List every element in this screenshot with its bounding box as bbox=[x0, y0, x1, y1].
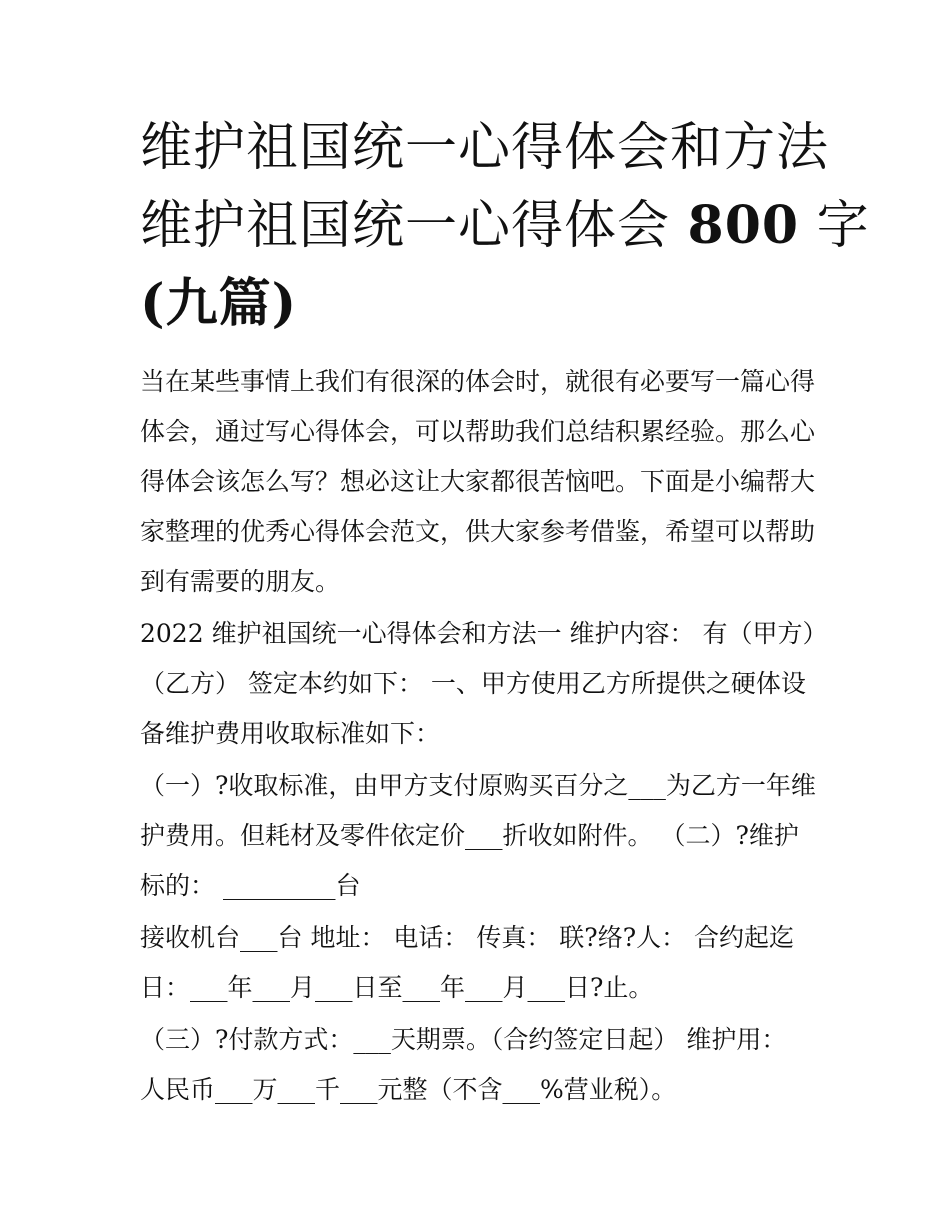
document-title-number: 800 bbox=[687, 195, 800, 256]
body-line: 2022 维护祖国统一心得体会和方法一 维护内容： 有（甲方） bbox=[140, 619, 828, 648]
body-line: 人民币___万___千___元整（不含___%营业税）。 bbox=[140, 1075, 677, 1104]
document-title-line-3: (九篇) bbox=[140, 273, 298, 334]
document-title-line-2 bbox=[140, 196, 870, 256]
document-title-line-2-suffix: 字 bbox=[816, 196, 870, 256]
body-line: 接收机台___台 地址： 电话： 传真： 联?络?人： 合约起迄 bbox=[140, 923, 795, 952]
body-line: 备维护费用收取标准如下： bbox=[140, 719, 441, 748]
document-title-line-1: 维护祖国统一心得体会和方法 bbox=[140, 118, 830, 178]
body-line: 得体会该怎么写？想必这让大家都很苦恼吧。下面是小编帮大 bbox=[140, 467, 816, 496]
document-title-line-2-text: 维护祖国统一心得体会 bbox=[140, 196, 671, 256]
body-line: 日：___年___月___日至___年___月___日?止。 bbox=[140, 973, 654, 1002]
body-line: （乙方） 签定本约如下： 一、甲方使用乙方所提供之硬体设 bbox=[140, 669, 806, 698]
body-line: 家整理的优秀心得体会范文，供大家参考借鉴，希望可以帮助 bbox=[140, 517, 816, 546]
body-line: 体会，通过写心得体会，可以帮助我们总结积累经验。那么心 bbox=[140, 417, 816, 446]
body-line: （一）?收取标准，由甲方支付原购买百分之___为乙方一年维 bbox=[140, 771, 816, 800]
body-line: 到有需要的朋友。 bbox=[140, 567, 341, 596]
body-line: 标的： _________台 bbox=[140, 871, 361, 900]
body-line: 护费用。但耗材及零件依定价___折收如附件。 （二）?维护 bbox=[140, 821, 799, 850]
body-line: 当在某些事情上我们有很深的体会时，就很有必要写一篇心得 bbox=[140, 367, 816, 396]
body-line: （三）?付款方式：___天期票。（合约签定日起） 维护用： bbox=[140, 1025, 787, 1054]
